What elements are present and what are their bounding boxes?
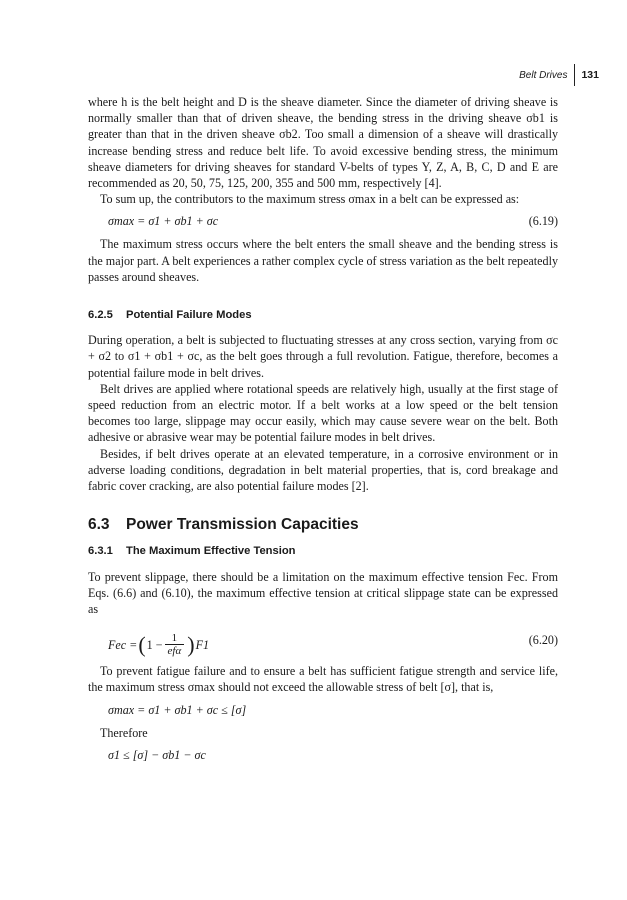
section-number: 6.2.5: [88, 309, 113, 322]
fraction-denominator: efα: [167, 645, 182, 658]
inequality-1: [88, 701, 558, 720]
equation-lhs: Fec =: [108, 637, 138, 652]
section-heading-6-3: [88, 517, 558, 533]
paragraph: To prevent slippage, there should be a limitation on the maximum effective tension Fec. From Eqs. (6.6) and (6.10), the maximum effective tension at critical slippage state can be expressed as: [88, 569, 558, 617]
open-paren: (: [138, 631, 146, 657]
section-title: Power Transmission Capacities: [126, 516, 359, 534]
paragraph: To prevent fatigue failure and to ensure a belt has sufficient fatigue strength and service life, the maximum stress σmax should not exceed the allowable stress of belt [σ], that is,: [88, 664, 558, 695]
paragraph: The maximum stress occurs where the belt enters the small sheave and the bending stress is the major part. A belt experiences a rather complex cycle of stress variation as the belt repeatedly passes around sheaves.: [88, 237, 558, 284]
equation-rhs: F1: [195, 637, 210, 652]
running-head: [519, 64, 599, 86]
page-number: 131: [581, 69, 599, 81]
fraction-numerator: 1: [171, 632, 178, 645]
equation-expression: [108, 632, 209, 657]
equation-expression: σ1 ≤ [σ] − σb1 − σc: [108, 747, 206, 762]
fraction: [165, 632, 185, 657]
paragraph: During operation, a belt is subjected to fluctuating stresses at any cross section, varying from σc + σ2 to σ1 + σb1 + σc, as the belt goes through a full revolution. Fatigue, therefore, becomes a potential failure mode in belt drives.: [88, 333, 558, 380]
paragraph: Besides, if belt drives operate at an elevated temperature, in a corrosive environment or in adverse loading conditions, degradation in belt material properties, that is, cord breakage and fabric cover cracking, are also potential failure modes [2].: [88, 446, 558, 494]
equation-6-20: [88, 623, 558, 659]
close-paren: ): [187, 631, 195, 657]
equation-number: (6.19): [528, 214, 558, 229]
section-number: 6.3.1: [88, 545, 113, 558]
section-title: Potential Failure Modes: [126, 309, 252, 322]
paragraph: To sum up, the contributors to the maximum stress σmax in a belt can be expressed as:: [100, 192, 520, 207]
section-heading-6-2-5: [88, 307, 558, 323]
section-heading-6-3-1: [88, 543, 558, 559]
equation-number: (6.20): [528, 633, 558, 648]
section-number: 6.3: [88, 516, 110, 534]
equation-6-19: [88, 212, 558, 231]
paragraph: Therefore: [100, 725, 148, 740]
equation-expression: σmax = σ1 + σb1 + σc ≤ [σ]: [108, 702, 247, 717]
inequality-2: [88, 746, 558, 765]
paragraph: where h is the belt height and D is the sheave diameter. Since the diameter of driving sheave is normally smaller than that of driven sheave, the bending stress in the driving sheave σb1 is greater than that in the driven sheave σb2. Too small a dimension of a sheave will drastically increase bending stress and reduce belt life. To avoid excessive bending stress, the minimum sheave diameters for driving sheaves for standard V-belts of types Y, Z, A, B, C, D and E are recommended as 20, 50, 75, 125, 200, 355 and 500 mm, respectively [4].: [88, 95, 558, 191]
body-text: [88, 94, 558, 770]
section-title: The Maximum Effective Tension: [126, 545, 296, 558]
paragraph: Belt drives are applied where rotational speeds are relatively high, usually at the first stage of speed reduction from an electric motor. If a belt works at a low speed or the belt tension becomes too large, slippage may occur easily, which may cause severe wear on the belt. Both adhesive or abrasive wear may be potential failure modes in belt drives.: [88, 381, 558, 445]
running-title: Belt Drives: [519, 69, 568, 81]
equation-term: 1 −: [146, 637, 163, 652]
equation-expression: σmax = σ1 + σb1 + σc: [108, 214, 219, 229]
